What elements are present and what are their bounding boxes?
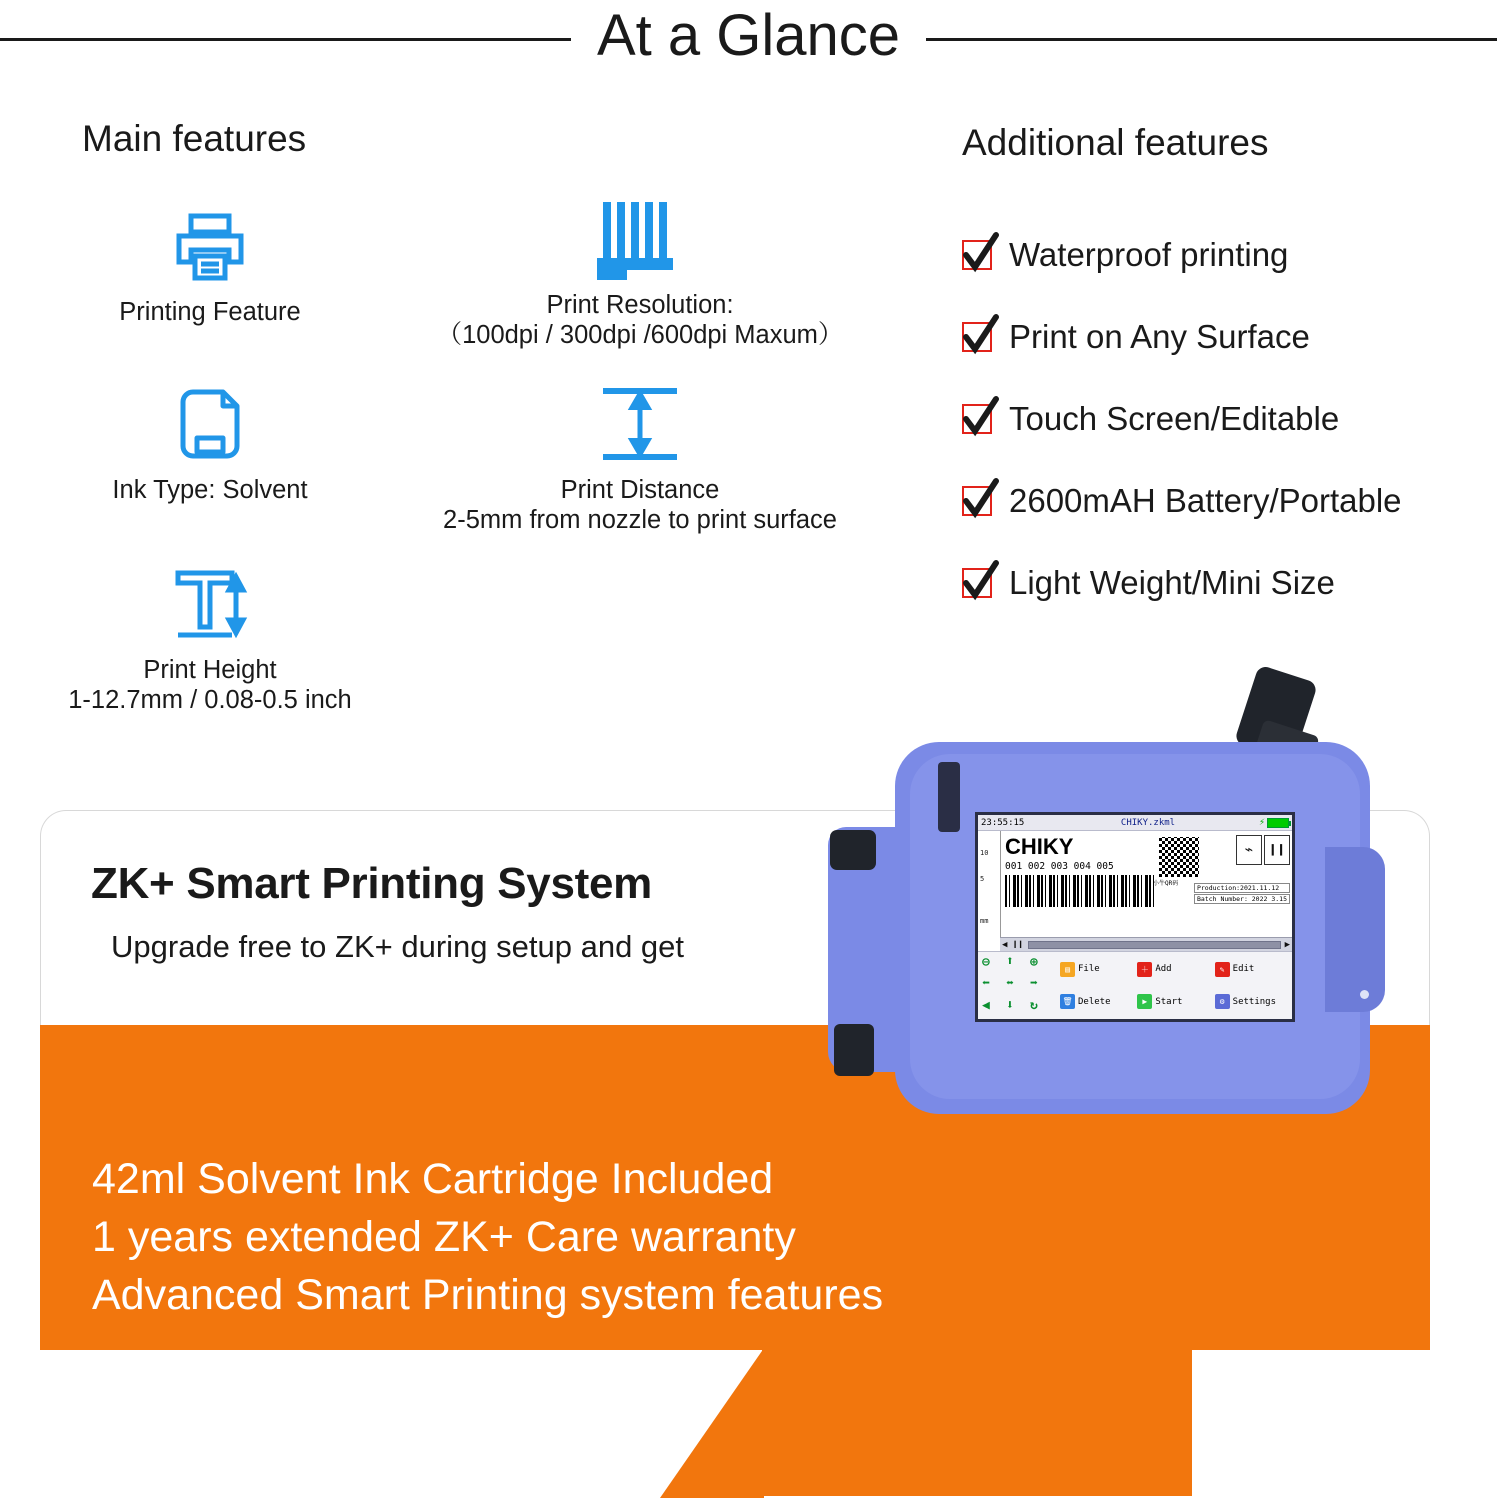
qr-code-graphic	[1159, 837, 1199, 877]
file-button-label: File	[1078, 964, 1100, 975]
feature-resolution-sub: （100dpi / 300dpi /600dpi Maxum）	[436, 321, 844, 350]
edit-button[interactable]	[1215, 954, 1290, 985]
settings-button-label: Settings	[1232, 996, 1277, 1007]
zk-plus-title: ZK+ Smart Printing System	[91, 859, 652, 908]
screen-menu-grid[interactable]	[1058, 954, 1290, 1017]
add-icon: ＋	[1137, 962, 1152, 977]
device-touchscreen[interactable]	[975, 812, 1295, 1022]
orange-line: 1 years extended ZK+ Care warranty	[92, 1213, 796, 1261]
page-title: At a Glance	[596, 3, 901, 68]
scroll-pause-button[interactable]: ❙❙	[1012, 939, 1024, 950]
production-date: Production:2021.11.12	[1194, 883, 1290, 893]
zk-plus-subtitle: Upgrade free to ZK+ during setup and get	[111, 929, 685, 964]
list-item	[962, 378, 1482, 460]
screen-status-bar	[978, 815, 1292, 831]
list-item	[962, 214, 1482, 296]
screen-dpad[interactable]	[980, 954, 1058, 1017]
orange-banner-tab	[762, 1348, 1192, 1496]
battery-full-icon	[1267, 818, 1289, 828]
orange-banner-text	[92, 1150, 1292, 1324]
additional-features-list	[962, 214, 1482, 624]
checkmark-icon	[962, 322, 992, 352]
screen-icon-cells	[1234, 835, 1290, 865]
distance-arrow-icon	[400, 383, 880, 475]
delete-button-label: Delete	[1078, 996, 1111, 1007]
barcode-graphic	[1005, 875, 1155, 907]
device-right-grip	[1325, 847, 1385, 1012]
feature-distance-label: Print Distance	[560, 476, 720, 504]
checkmark-icon	[962, 404, 992, 434]
rotate-button[interactable]: ↻	[1030, 998, 1038, 1013]
orange-banner-wedge	[660, 1348, 764, 1498]
ruler-unit: mm	[980, 917, 989, 925]
screen-scrollbar[interactable]	[1000, 937, 1292, 951]
screen-clock: 23:55:15	[981, 817, 1025, 828]
plug-icon: ⚡	[1258, 817, 1265, 828]
center-button[interactable]: ⬌	[1006, 976, 1014, 991]
feature-ink-label: Ink Type: Solvent	[112, 476, 308, 504]
start-button-label: Start	[1155, 996, 1183, 1007]
list-item	[962, 542, 1482, 624]
zoom-out-button[interactable]: ⊖	[982, 955, 990, 970]
orange-line: Advanced Smart Printing system features	[92, 1271, 884, 1319]
handheld-printer-device	[820, 672, 1400, 1122]
ink-drop-icon	[60, 383, 360, 475]
edit-button-label: Edit	[1232, 964, 1255, 975]
delete-button[interactable]	[1060, 987, 1135, 1018]
previous-button[interactable]: ◀	[982, 998, 990, 1013]
feature-height	[40, 563, 380, 715]
zoom-in-button[interactable]: ⊕	[1030, 955, 1038, 970]
screen-battery-area	[1255, 817, 1289, 828]
additional-feature-label: Light Weight/Mini Size	[1009, 564, 1335, 601]
pause-cell-icon: ❙❙	[1264, 835, 1290, 865]
device-nozzle	[938, 762, 960, 832]
folder-icon: ▤	[1060, 962, 1075, 977]
screen-ruler	[978, 831, 1000, 951]
file-button[interactable]	[1060, 954, 1135, 985]
qr-code-label: 小牛QR码	[1153, 880, 1179, 887]
additional-feature-label: Print on Any Surface	[1009, 318, 1310, 355]
checkmark-icon	[962, 240, 992, 270]
edit-icon: ✎	[1215, 962, 1230, 977]
checkmark-icon	[962, 486, 992, 516]
plug-cell-icon: ⌁	[1236, 835, 1262, 865]
device-side-port	[830, 830, 876, 870]
additional-feature-label: 2600mAH Battery/Portable	[1009, 482, 1402, 519]
scroll-thumb[interactable]	[1028, 941, 1280, 949]
label-headline: CHIKY	[1005, 834, 1074, 859]
scroll-right-arrow[interactable]: ▶	[1284, 939, 1290, 950]
feature-distance	[400, 383, 880, 535]
settings-button[interactable]	[1215, 987, 1290, 1018]
move-right-button[interactable]: ➡	[1030, 976, 1038, 991]
list-item	[962, 460, 1482, 542]
main-features-heading: Main features	[82, 118, 307, 159]
additional-feature-label: Waterproof printing	[1009, 236, 1289, 273]
feature-ink	[60, 383, 360, 505]
resolution-bars-icon	[400, 198, 880, 290]
gear-icon: ⚙	[1215, 994, 1230, 1009]
checkmark-icon	[962, 568, 992, 598]
list-item	[962, 296, 1482, 378]
header-rule-left	[0, 38, 571, 41]
batch-number: Batch Number: 2022 3.15	[1194, 894, 1290, 904]
feature-height-sub: 1-12.7mm / 0.08-0.5 inch	[68, 686, 352, 715]
move-left-button[interactable]: ⬅	[982, 976, 990, 991]
move-up-button[interactable]: ⬆	[1006, 954, 1014, 969]
scroll-left-arrow[interactable]: ◀	[1002, 939, 1008, 950]
feature-printing	[60, 205, 360, 327]
print-height-icon	[40, 563, 380, 655]
ruler-tick-5: 5	[980, 875, 985, 883]
start-button[interactable]	[1137, 987, 1212, 1018]
feature-height-label: Print Height	[143, 656, 277, 684]
page-header	[0, 0, 1497, 72]
device-side-foot	[834, 1024, 874, 1076]
feature-printing-label: Printing Feature	[119, 298, 301, 326]
screen-production-info	[1194, 883, 1290, 905]
label-numbers: 001 002 003 004 005	[1005, 861, 1114, 872]
screen-toolbar[interactable]	[978, 951, 1292, 1019]
screen-label-canvas[interactable]	[1000, 831, 1292, 951]
feature-distance-sub: 2-5mm from nozzle to print surface	[443, 506, 837, 535]
additional-features-heading: Additional features	[962, 122, 1269, 163]
additional-feature-label: Touch Screen/Editable	[1009, 400, 1340, 437]
trash-icon: 🗑	[1060, 994, 1075, 1009]
orange-line: 42ml Solvent Ink Cartridge Included	[92, 1155, 774, 1203]
move-down-button[interactable]: ⬇	[1006, 998, 1014, 1013]
play-icon: ▶	[1137, 994, 1152, 1009]
header-rule-right	[926, 38, 1497, 41]
add-button-label: Add	[1155, 964, 1172, 975]
add-button[interactable]	[1137, 954, 1212, 985]
feature-resolution-label: Print Resolution:	[546, 291, 734, 319]
feature-resolution	[400, 198, 880, 350]
ruler-tick-10: 10	[980, 849, 989, 857]
device-indicator-dot	[1360, 990, 1369, 999]
printer-icon	[60, 205, 360, 297]
screen-canvas-area[interactable]	[978, 831, 1292, 951]
screen-filename: CHIKY.zkml	[1120, 817, 1176, 828]
